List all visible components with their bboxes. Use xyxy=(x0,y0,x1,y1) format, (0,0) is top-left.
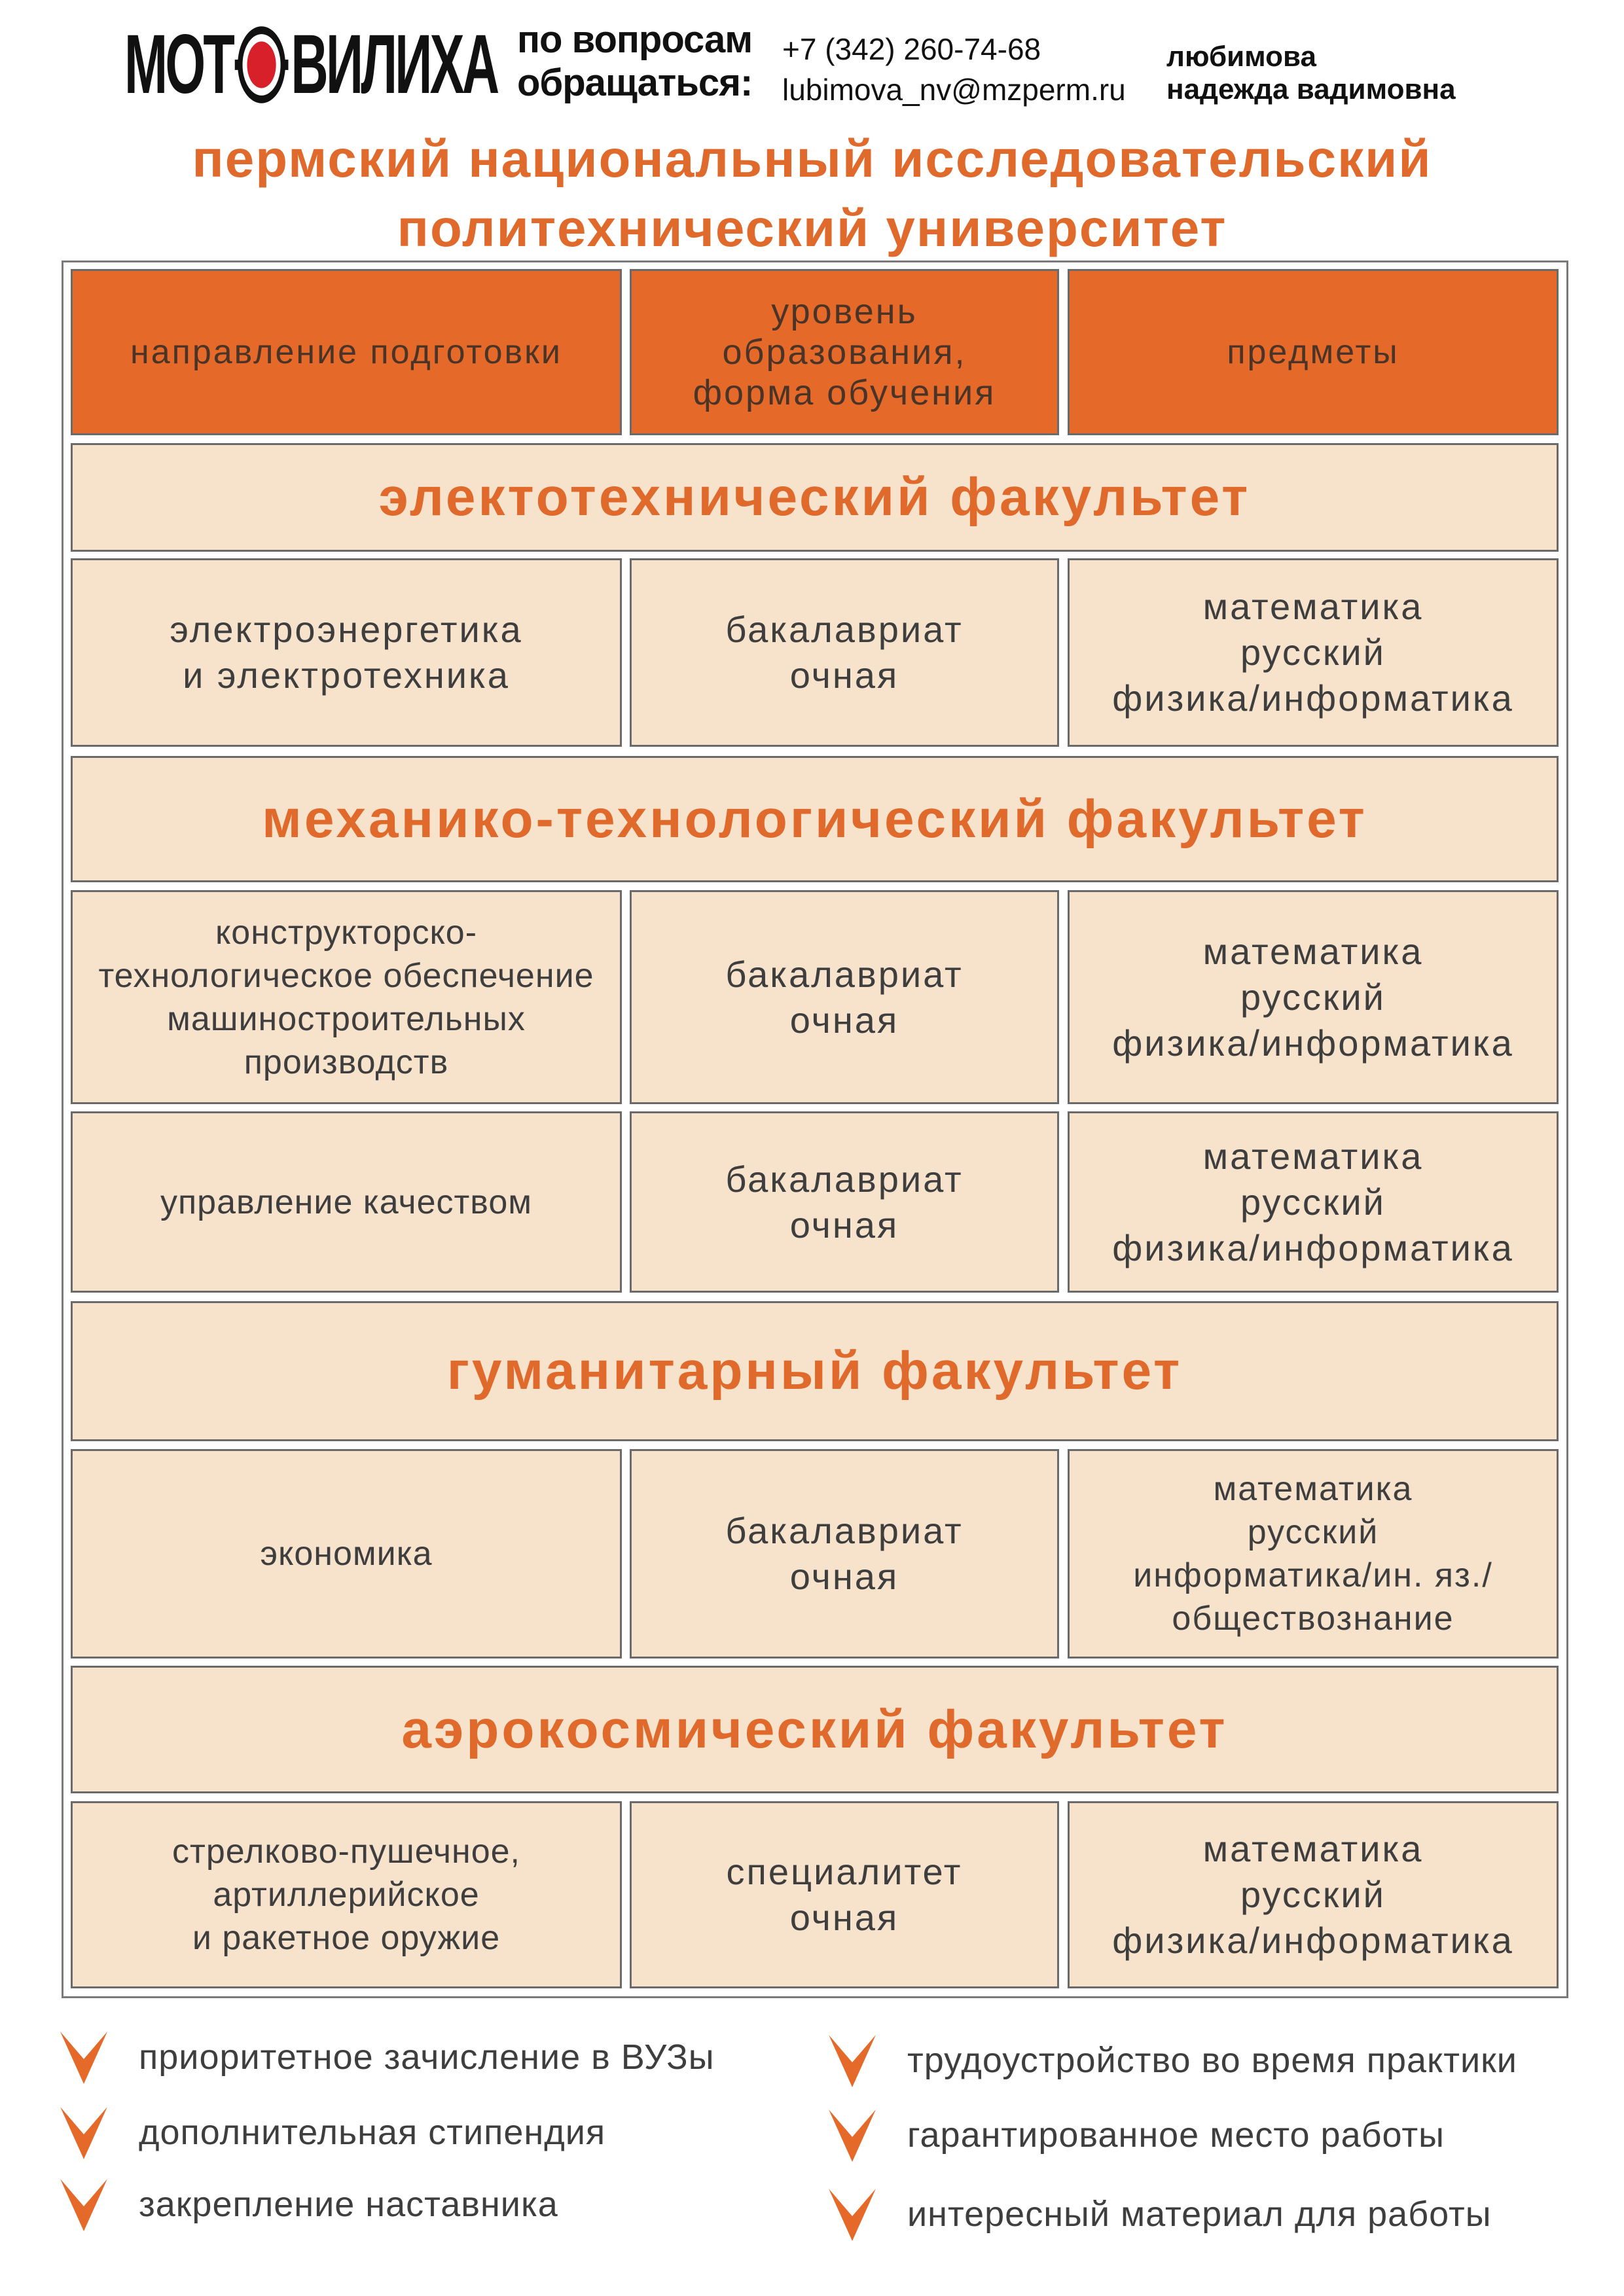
faculty-title: электотехнический факультет xyxy=(71,443,1559,552)
direction-cell: экономика xyxy=(71,1449,622,1659)
subjects-cell: математика русский физика/информатика xyxy=(1068,890,1559,1104)
level-cell: специалитет очная xyxy=(630,1801,1059,1988)
benefit-text: приоритетное зачисление в ВУЗы xyxy=(139,2037,715,2077)
contact-label xyxy=(517,18,752,105)
chevron-down-icon xyxy=(826,2185,878,2244)
logo-text-right: ВИЛИХА xyxy=(291,18,497,112)
benefit-text: дополнительная стипендия xyxy=(139,2113,606,2152)
level-cell: бакалавриат очная xyxy=(630,1111,1059,1293)
contact-person xyxy=(1166,41,1456,106)
faculty-title: аэрокосмический факультет xyxy=(71,1666,1559,1793)
column-header-subjects: предметы xyxy=(1068,269,1559,435)
benefit-text: закрепление наставника xyxy=(139,2185,558,2224)
contact-label-line: обращаться: xyxy=(517,62,753,104)
benefit-text: гарантированное место работы xyxy=(907,2115,1445,2155)
contact-person-name: надежда вадимовна xyxy=(1166,73,1456,105)
benefit-item xyxy=(58,2175,558,2234)
direction-cell: стрелково-пушечное, артиллерийское и ракетное оружие xyxy=(71,1801,622,1988)
chevron-down-icon xyxy=(58,2103,110,2162)
direction-cell: конструкторско- технологическое обеспечение машиностроительных производств xyxy=(71,890,622,1104)
university-title-line: пермский национальный исследовательский xyxy=(192,130,1432,188)
level-cell: бакалавриат очная xyxy=(630,558,1059,747)
university-title-line: политехнический университет xyxy=(397,199,1227,257)
chevron-down-icon xyxy=(58,2175,110,2234)
subjects-cell: математика русский физика/информатика xyxy=(1068,1111,1559,1293)
benefit-text: интересный материал для работы xyxy=(907,2195,1492,2234)
chevron-down-icon xyxy=(826,2031,878,2090)
benefit-item xyxy=(58,2028,715,2087)
column-header-level: уровень образования, форма обучения xyxy=(630,269,1059,435)
contact-info xyxy=(782,29,1126,110)
logo xyxy=(124,18,497,112)
phone-number[interactable]: +7 (342) 260-74-68 xyxy=(782,32,1041,66)
benefit-item xyxy=(826,2031,1517,2090)
contact-person-surname: любимова xyxy=(1166,41,1316,73)
contact-label-line: по вопросам xyxy=(517,18,753,61)
level-cell: бакалавриат очная xyxy=(630,890,1059,1104)
direction-cell: управление качеством xyxy=(71,1111,622,1293)
benefit-item xyxy=(826,2185,1492,2244)
subjects-cell: математика русский физика/информатика xyxy=(1068,558,1559,747)
column-header-direction: направление подготовки xyxy=(71,269,622,435)
logo-text-left: МОТ xyxy=(124,18,233,112)
level-cell: бакалавриат очная xyxy=(630,1449,1059,1659)
benefit-item xyxy=(58,2103,605,2162)
subjects-cell: математика русский информатика/ин. яз./ обществознание xyxy=(1068,1449,1559,1659)
chevron-down-icon xyxy=(58,2028,110,2087)
faculty-title: механико-технологический факультет xyxy=(71,756,1559,882)
logo-gear-icon xyxy=(235,22,289,108)
faculty-title: гуманитарный факультет xyxy=(71,1301,1559,1441)
benefit-item xyxy=(826,2106,1445,2164)
chevron-down-icon xyxy=(826,2106,878,2164)
university-title xyxy=(0,124,1624,263)
email-address[interactable]: lubimova_nv@mzperm.ru xyxy=(782,73,1126,107)
direction-cell: электроэнергетика и электротехника xyxy=(71,558,622,747)
subjects-cell: математика русский физика/информатика xyxy=(1068,1801,1559,1988)
benefit-text: трудоустройство во время практики xyxy=(907,2041,1517,2080)
